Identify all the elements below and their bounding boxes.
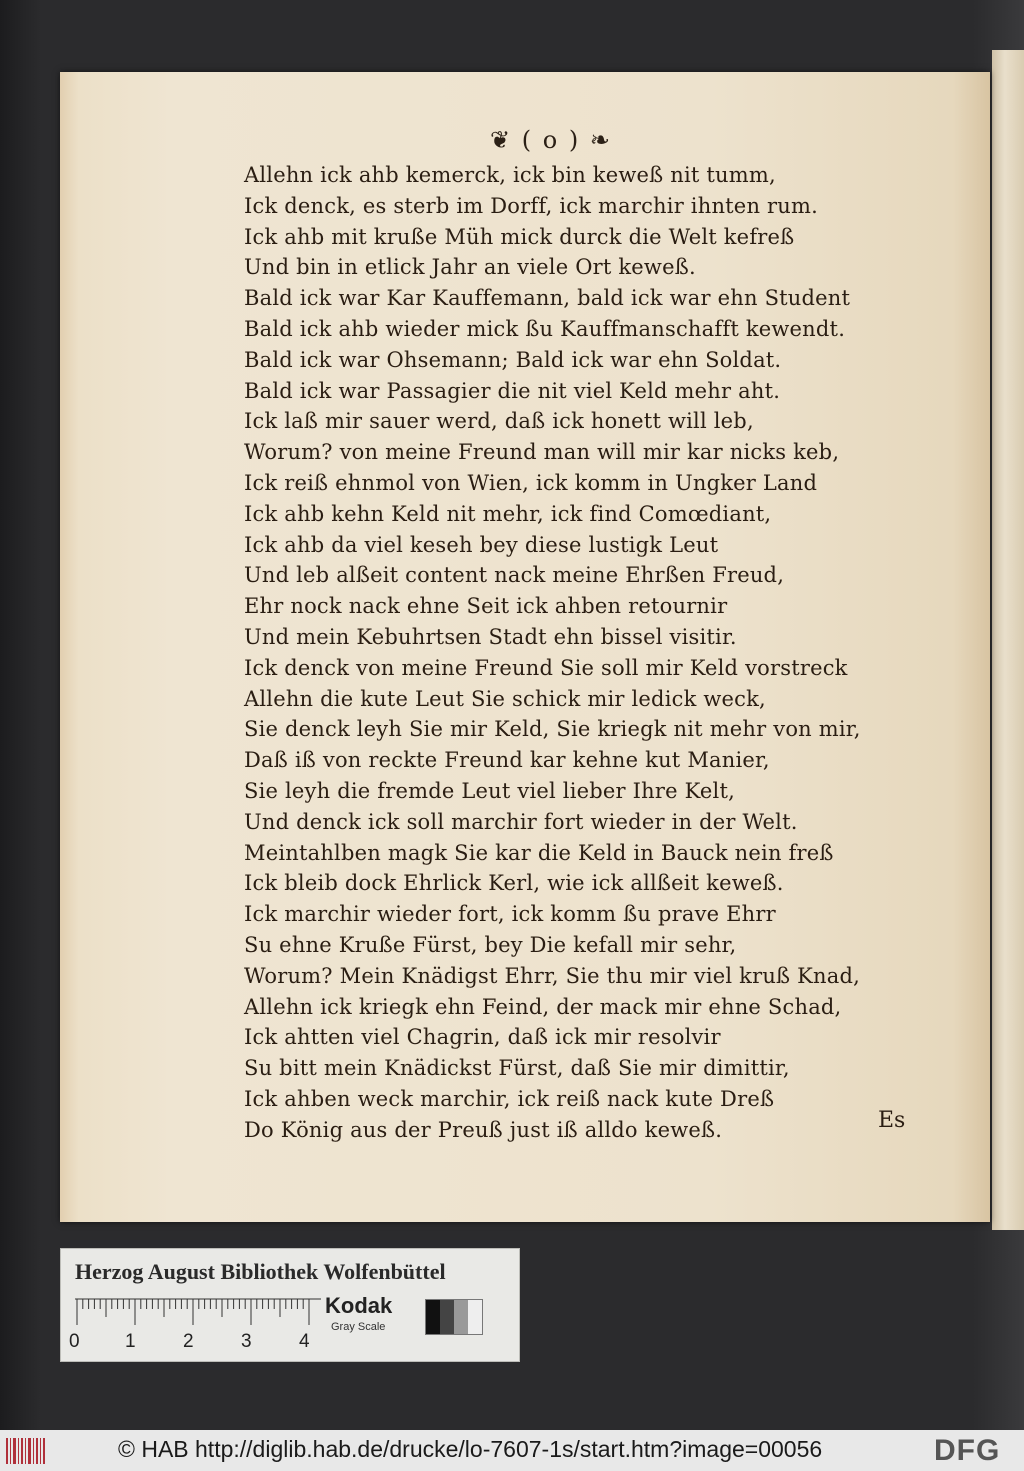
text-line: Und leb alßeit content nack meine Ehrßen Freud, xyxy=(244,563,785,588)
text-line: Ick ahtten viel Chagrin, daß ick mir resolvir xyxy=(244,1025,721,1050)
text-line: Und bin in etlick Jahr an viele Ort keweß. xyxy=(244,255,696,280)
ruler-scale xyxy=(75,1297,321,1327)
ornament-right-icon: ❧ xyxy=(589,126,612,154)
text-line: Allehn ick ahb kemerck, ick bin keweß nit tumm, xyxy=(244,163,776,187)
text-line: Ick reiß ehnmol von Wien, ick komm in Ungker Land xyxy=(244,470,818,495)
library-name: Herzog August Bibliothek Wolfenbüttel xyxy=(75,1259,446,1284)
poem-text xyxy=(244,160,861,1146)
text-line: Bald ick ahb wieder mick ßu Kauffmanschafft kewendt. xyxy=(244,316,846,341)
text-line: Daß iß von reckte Freund kar kehne kut Manier, xyxy=(244,748,770,773)
text-line: Ick laß mir sauer werd, daß ick honett will leb, xyxy=(244,409,754,434)
text-line: Ick denck, es sterb im Dorff, ick marchir ihnten rum. xyxy=(244,193,818,218)
text-line: Allehn die kute Leut Sie schick mir ledick weck, xyxy=(244,686,766,711)
text-line: Worum? Mein Knädigst Ehrr, Sie thu mir viel kruß Knad, xyxy=(244,963,861,988)
ruler-number: 3 xyxy=(241,1331,252,1352)
text-line: Su bitt mein Knädickst Fürst, daß Sie mir dimittir, xyxy=(244,1056,790,1081)
page-number: ( o ) xyxy=(521,126,581,154)
ruler-ticks-icon xyxy=(75,1297,321,1327)
copyright-url[interactable]: © HAB http://diglib.hab.de/drucke/lo-7607-1s/start.htm?image=00056 xyxy=(118,1436,823,1462)
text-line: Ick ahben weck marchir, ick reiß nack kute Dreß xyxy=(244,1086,775,1111)
text-line: Bald ick war Passagier die nit viel Keld mehr aht. xyxy=(244,378,781,403)
text-line: Ick bleib dock Ehrlick Kerl, wie ick allßeit keweß. xyxy=(244,871,784,896)
text-line: Bald ick war Ohsemann; Bald ick war ehn Soldat. xyxy=(244,347,782,372)
text-line: Ick ahb kehn Keld nit mehr, ick find Comœdiant, xyxy=(244,501,772,526)
catchword: Es xyxy=(878,1108,906,1133)
text-line: Und denck ick soll marchir fort wieder in der Welt. xyxy=(244,809,798,834)
text-line: Allehn ick kriegk ehn Feind, der mack mir ehne Schad, xyxy=(244,994,842,1019)
text-line: Ick ahb mit kruße Müh mick durck die Welt kefreß xyxy=(244,224,795,249)
kodak-logo: Kodak xyxy=(325,1293,393,1318)
text-line: Sie leyh die fremde Leut viel lieber Ihre Kelt, xyxy=(244,778,735,803)
color-target-card xyxy=(60,1248,520,1362)
text-line: Worum? von meine Freund man will mir kar nicks keb, xyxy=(244,440,840,465)
page-header xyxy=(490,126,670,156)
gray-scale-swatches xyxy=(425,1299,483,1335)
footer-bar xyxy=(0,1430,1024,1471)
ruler-numbers xyxy=(69,1331,329,1355)
text-line: Ehr nock nack ehne Seit ick ahben retournir xyxy=(244,594,728,619)
text-line: Ick marchir wieder fort, ick komm ßu prave Ehrr xyxy=(244,902,776,927)
dfg-logo: DFG xyxy=(934,1434,1001,1467)
text-line: Sie denck leyh Sie mir Keld, Sie kriegk nit mehr von mir, xyxy=(244,717,861,742)
text-line: Ick denck von meine Freund Sie soll mir Keld vorstreck xyxy=(244,655,848,680)
ruler-number: 1 xyxy=(125,1331,136,1352)
ruler-number: 0 xyxy=(69,1331,80,1352)
text-line: Bald ick war Kar Kauffemann, bald ick war ehn Student xyxy=(244,286,851,311)
ruler-number: 4 xyxy=(299,1331,310,1352)
text-line: Ick ahb da viel keseh bey diese lustigk Leut xyxy=(244,532,719,557)
kodak-subtitle: Gray Scale xyxy=(331,1321,386,1333)
text-line: Su ehne Kruße Fürst, bey Die kefall mir sehr, xyxy=(244,932,737,957)
text-line: Do König aus der Preuß just iß alldo keweß. xyxy=(244,1117,723,1142)
text-line: Und mein Kebuhrtsen Stadt ehn bissel visitir. xyxy=(244,624,737,649)
text-line: Meintahlben magk Sie kar die Keld in Bauck nein freß xyxy=(244,840,834,865)
ruler-number: 2 xyxy=(183,1331,194,1352)
ornament-left-icon: ❦ xyxy=(490,126,513,154)
next-page-edge xyxy=(992,50,1024,1230)
barcode-icon xyxy=(6,1436,46,1466)
